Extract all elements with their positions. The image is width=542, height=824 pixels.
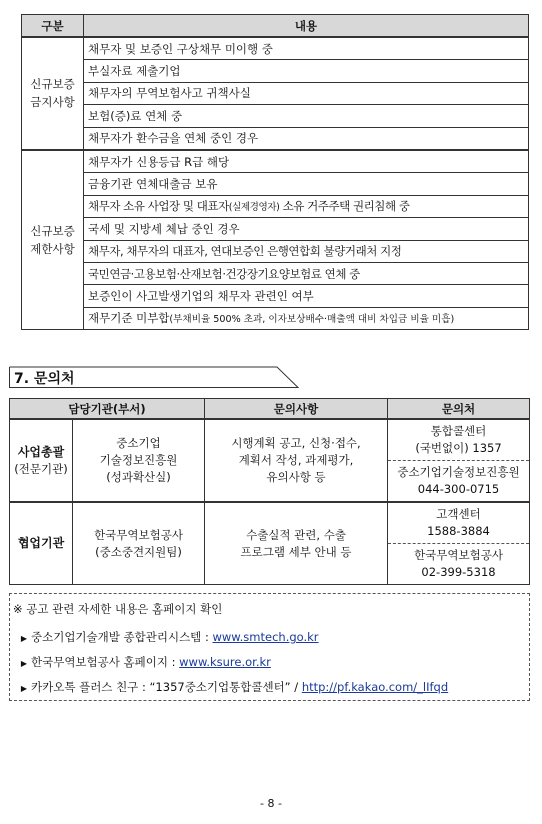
table-row — [22, 150, 529, 173]
table-row — [22, 195, 529, 217]
table-cell: 보험(증)료 연체 중 — [84, 105, 529, 127]
table-row — [22, 307, 529, 329]
table-cell: 국민연금·고용보험·산재보험·건강장기요양보험료 연체 중 — [84, 262, 529, 284]
table-cell: 금융기관 연체대출금 보유 — [84, 173, 529, 195]
org-cell: 협업기관 — [10, 502, 73, 585]
org-cell: 사업총괄 (전문기관) — [10, 419, 73, 502]
contact-cell: 고객센터 1588-3884 — [388, 502, 530, 544]
restriction-table — [21, 14, 529, 330]
table-row — [22, 60, 529, 82]
table-row — [10, 419, 530, 461]
table-header-row — [22, 15, 529, 38]
notice-box — [9, 593, 530, 701]
table-cell: 재무기준 미부합(부채비율 500% 초과, 이자보상배수·매출액 대비 차입금 비율 미흡) — [84, 307, 529, 329]
table-cell: 부실자료 제출기업 — [84, 60, 529, 82]
table-cell: 채무자가 신용등급 R급 해당 — [84, 150, 529, 173]
triangle-bullet-icon: ▶ — [20, 659, 28, 668]
ksure-link[interactable]: www.ksure.or.kr — [179, 655, 271, 669]
table-cell: 국세 및 지방세 체납 중인 경우 — [84, 218, 529, 240]
table-row — [22, 218, 529, 240]
table-row — [22, 82, 529, 104]
table-row — [22, 127, 529, 150]
table-cell: 채무자 및 보증인 구상채무 미이행 중 — [84, 37, 529, 60]
dept-cell: 한국무역보험공사 (중소중견지원팀) — [73, 502, 205, 585]
table-row — [22, 240, 529, 262]
notice-heading: ※ 공고 관련 자세한 내용은 홈페이지 확인 — [13, 602, 223, 616]
category-restriction: 신규보증 제한사항 — [22, 150, 84, 330]
header-items: 문의사항 — [205, 399, 388, 420]
table-cell: 채무자, 채무자의 대표자, 연대보증인 은행연합회 불량거래처 지정 — [84, 240, 529, 262]
table-header-row — [10, 399, 530, 420]
notice-item: ▶ 카카오톡 플러스 친구 : “1357중소기업통합콜센터” / http://pf.kakao.com/_lIfqd — [13, 679, 448, 695]
table-row — [10, 502, 530, 544]
triangle-bullet-icon: ▶ — [20, 634, 28, 643]
table-cell: 채무자의 무역보험사고 귀책사실 — [84, 82, 529, 104]
items-cell: 수출실적 관련, 수출 프로그램 세부 안내 등 — [205, 502, 388, 585]
table-row — [22, 37, 529, 60]
table-cell: 보증인이 사고발생기업의 채무자 관련인 여부 — [84, 285, 529, 307]
header-contact: 문의처 — [388, 399, 530, 420]
table-cell: 채무자가 환수금을 연체 중인 경우 — [84, 127, 529, 150]
notice-item: ▶ 한국무역보험공사 홈페이지 : www.ksure.or.kr — [13, 654, 271, 670]
category-prohibition: 신규보증 금지사항 — [22, 37, 84, 150]
items-cell: 시행계획 공고, 신청·접수, 계획서 작성, 과제평가, 유의사항 등 — [205, 419, 388, 502]
notice-item: ▶ 중소기업기술개발 종합관리시스템 : www.smtech.go.kr — [13, 629, 319, 645]
smtech-link[interactable]: www.smtech.go.kr — [212, 630, 319, 644]
dept-cell: 중소기업 기술정보진흥원 (성과확산실) — [73, 419, 205, 502]
kakao-link[interactable]: http://pf.kakao.com/_lIfqd — [301, 680, 449, 694]
header-category: 구분 — [22, 15, 84, 38]
contact-cell: 중소기업기술정보진흥원 044-300-0715 — [388, 461, 530, 503]
table-row — [22, 285, 529, 307]
table-row — [22, 105, 529, 127]
table-row — [22, 262, 529, 284]
table-cell: 채무자 소유 사업장 및 대표자(실제경영자) 소유 거주주택 권리침해 중 — [84, 195, 529, 217]
section-title: 7. 문의처 — [9, 366, 299, 388]
contact-cell: 통합콜센터 (국번없이) 1357 — [388, 419, 530, 461]
triangle-bullet-icon: ▶ — [20, 684, 28, 693]
page-number: - 8 - — [260, 797, 282, 810]
contact-cell: 한국무역보험공사 02-399-5318 — [388, 544, 530, 585]
header-content: 내용 — [84, 15, 529, 38]
header-org: 담당기관(부서) — [10, 399, 205, 420]
contact-table — [9, 398, 530, 585]
table-row — [22, 173, 529, 195]
